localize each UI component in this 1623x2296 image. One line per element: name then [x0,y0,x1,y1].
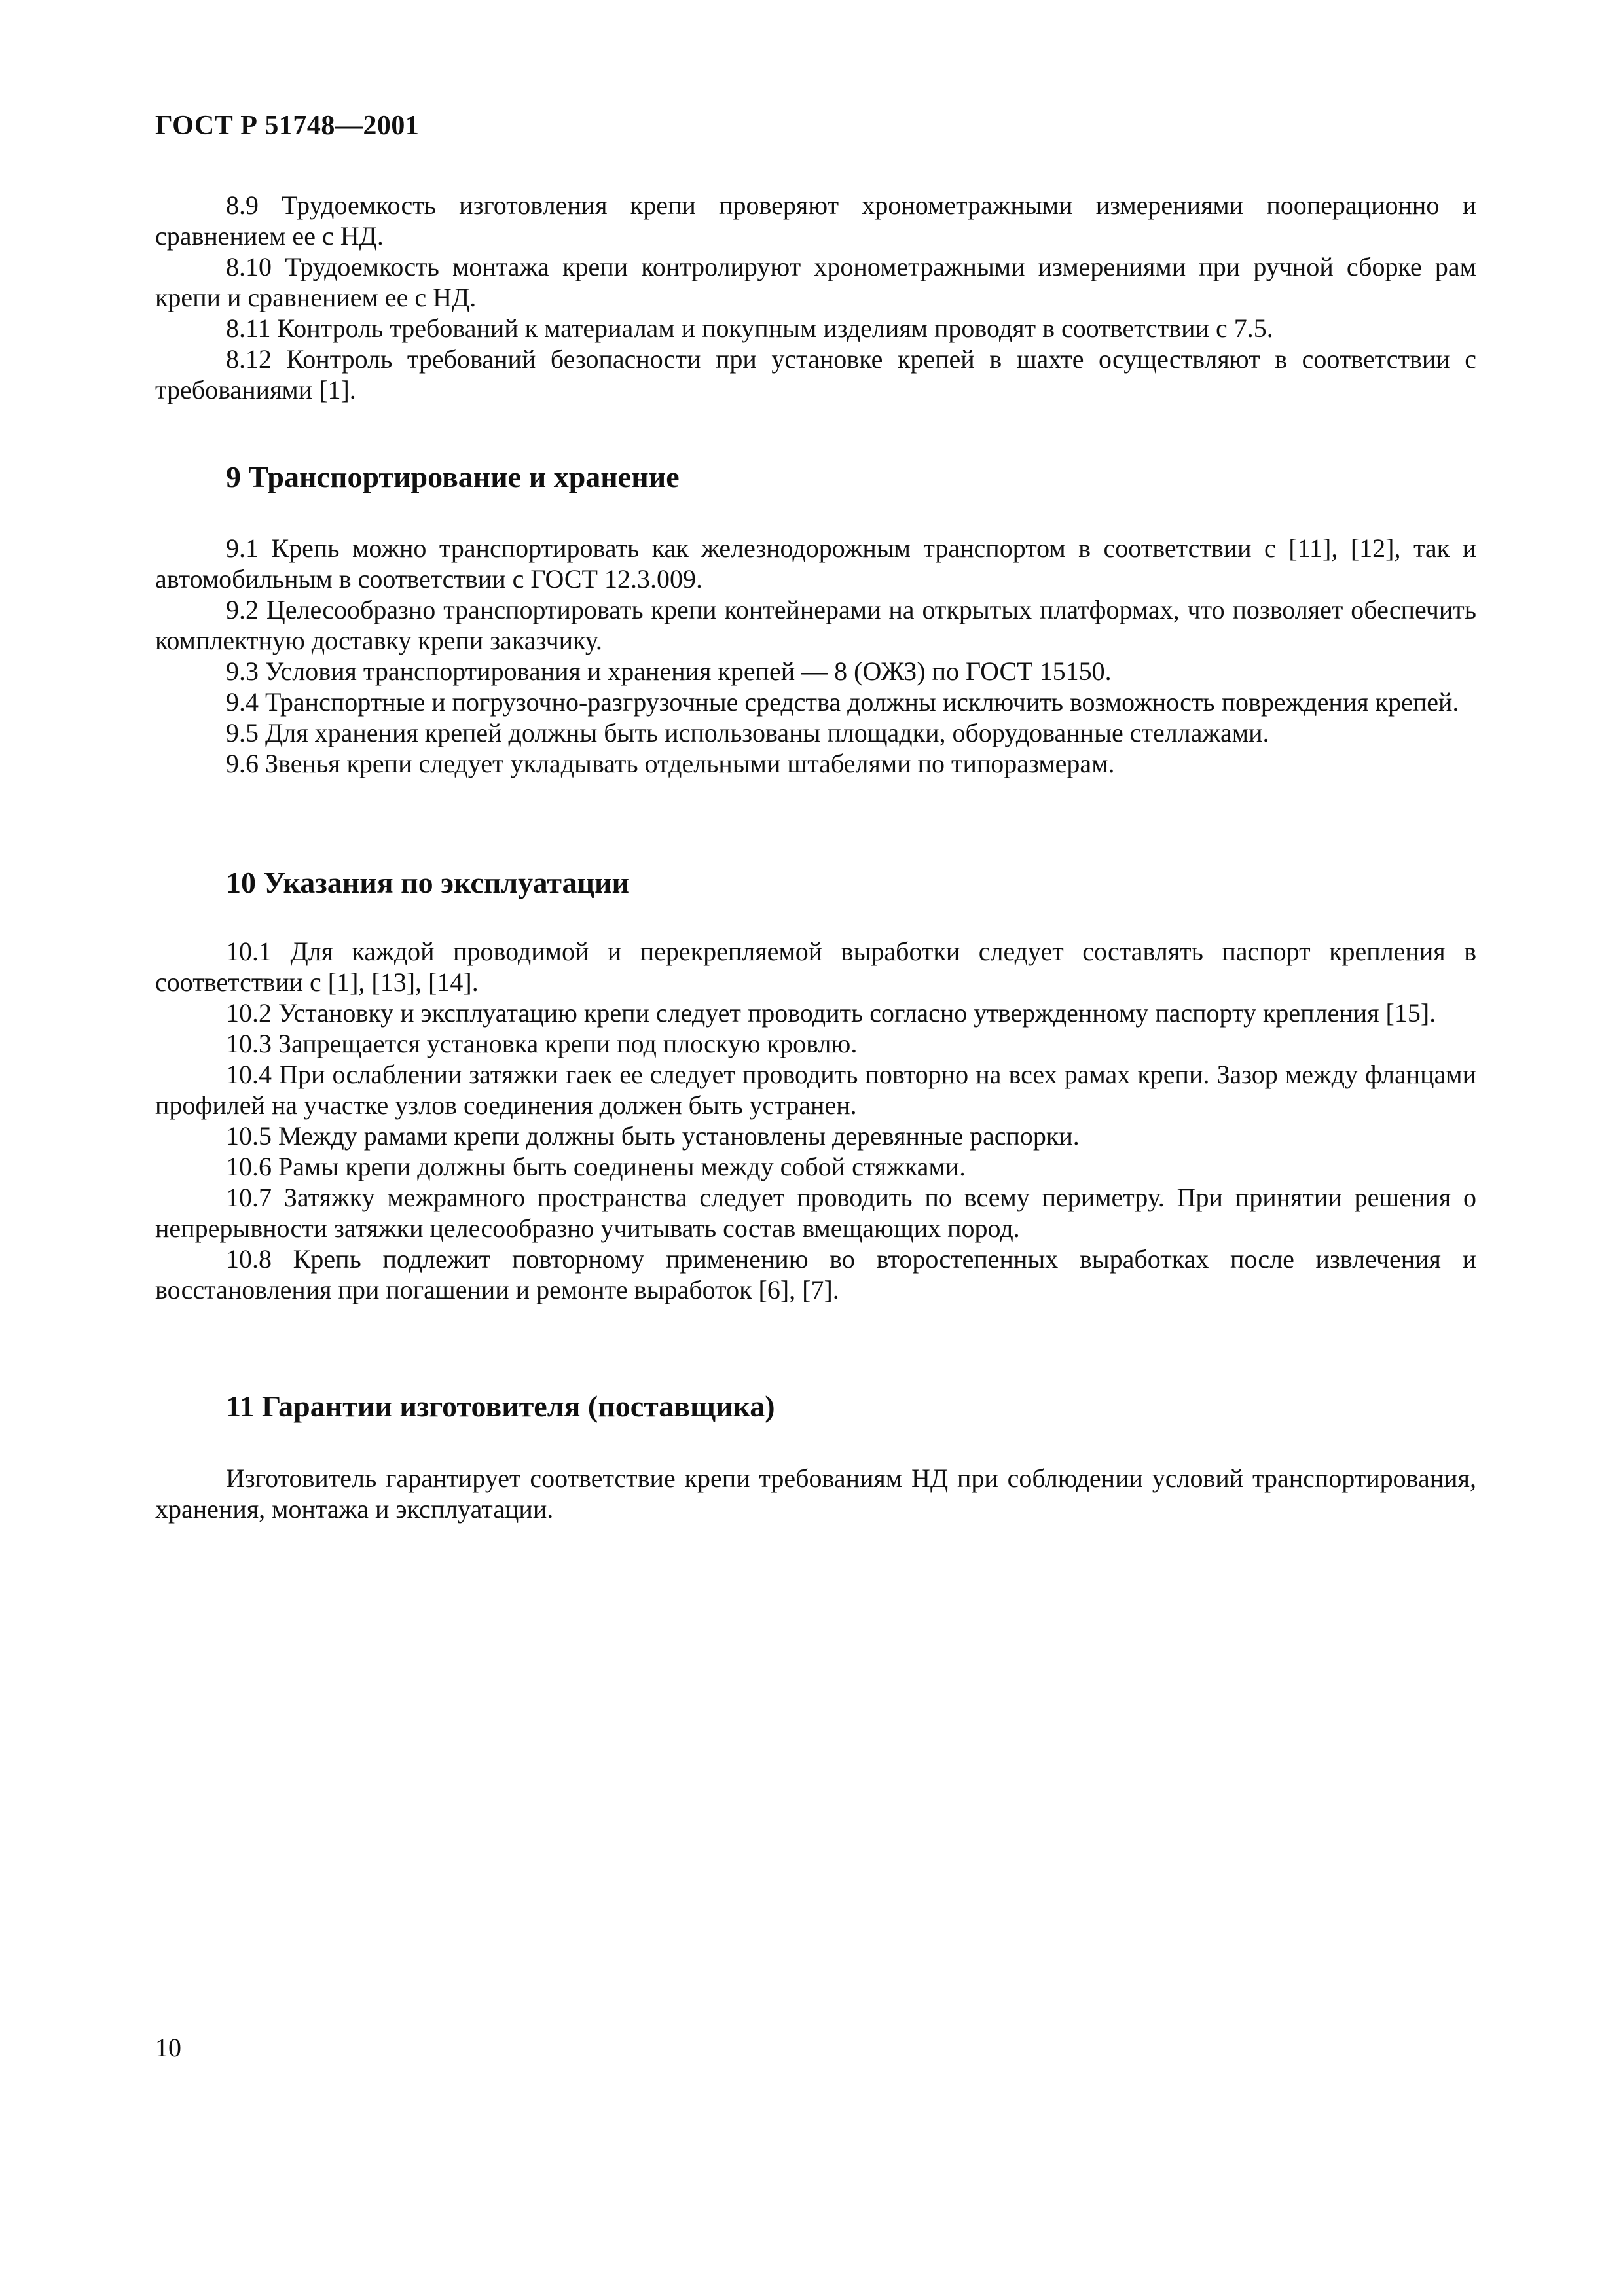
section-9-heading: 9 Транспортирование и хранение [226,460,680,493]
paragraph-9-2: 9.2 Целесообразно транспортировать крепи контейнерами на открытых платформах, что позволяет обеспечить комплектную доставку крепи заказчику. [155,595,1476,655]
paragraph-10-3: 10.3 Запрещается установка крепи под плоскую кровлю. [226,1029,858,1058]
section-9-heading-wrap [155,459,1476,494]
section-11-heading: 11 Гарантии изготовителя (поставщика) [226,1390,775,1423]
paragraph-11-guarantee: Изготовитель гарантирует соответствие крепи требованиям НД при соблюдении условий транспортирования, хранения, монтажа и эксплуатации. [155,1463,1476,1524]
paragraph-10-8: 10.8 Крепь подлежит повторному применению во второстепенных выработках после извлечения и восстановления при погашении и ремонте выработок [6], [7]. [155,1244,1476,1304]
section-10-block [155,936,1476,1305]
document-code-header: ГОСТ Р 51748—2001 [155,111,420,141]
paragraph-9-3: 9.3 Условия транспортирования и хранения крепей — 8 (ОЖЗ) по ГОСТ 15150. [226,656,1112,686]
paragraph-10-5: 10.5 Между рамами крепи должны быть установлены деревянные распорки. [226,1121,1080,1151]
page-number: 10 [155,2033,181,2062]
paragraph-10-4: 10.4 При ослаблении затяжки гаек ее следует проводить повторно на всех рамах крепи. Зазор между фланцами профилей на участке узлов соединения должен быть устранен. [155,1060,1476,1120]
paragraph-9-4: 9.4 Транспортные и погрузочно-разгрузочные средства должны исключить возможность повреждения крепей. [226,687,1459,717]
section-11-block [155,1463,1476,1524]
paragraph-8-10: 8.10 Трудоемкость монтажа крепи контролируют хронометражными измерениями при ручной сборке рам крепи и сравнением ее с НД. [155,252,1476,312]
paragraph-9-6: 9.6 Звенья крепи следует укладывать отдельными штабелями по типоразмерам. [226,749,1115,778]
paragraph-10-7: 10.7 Затяжку межрамного пространства следует проводить по всему периметру. При принятии решения о непрерывности затяжки целесообразно учитывать состав вмещающих пород. [155,1183,1476,1243]
section-9-block [155,533,1476,779]
section-10-heading-wrap [155,865,1476,900]
section-8-block [155,190,1476,405]
section-11-heading-wrap [155,1389,1476,1424]
paragraph-8-11: 8.11 Контроль требований к материалам и покупным изделиям проводят в соответствии с 7.5. [226,314,1273,343]
paragraph-10-6: 10.6 Рамы крепи должны быть соединены между собой стяжками. [226,1152,966,1181]
section-10-heading: 10 Указания по эксплуатации [226,866,630,899]
paragraph-9-1: 9.1 Крепь можно транспортировать как железнодорожным транспортом в соответствии с [11], [12], так и автомобильным в соответствии с ГОСТ 12.3.009. [155,533,1476,594]
paragraph-8-9: 8.9 Трудоемкость изготовления крепи проверяют хронометражными измерениями пооперационно и сравнением ее с НД. [155,190,1476,251]
paragraph-9-5: 9.5 Для хранения крепей должны быть использованы площадки, оборудованные стеллажами. [226,718,1269,747]
paragraph-8-12: 8.12 Контроль требований безопасности при установке крепей в шахте осуществляют в соответствии с требованиями [1]. [155,344,1476,404]
paragraph-10-2: 10.2 Установку и эксплуатацию крепи следует проводить согласно утвержденному паспорту крепления [15]. [226,998,1436,1028]
paragraph-10-1: 10.1 Для каждой проводимой и перекрепляемой выработки следует составлять паспорт крепления в соответствии с [1], [13], [14]. [155,937,1476,997]
